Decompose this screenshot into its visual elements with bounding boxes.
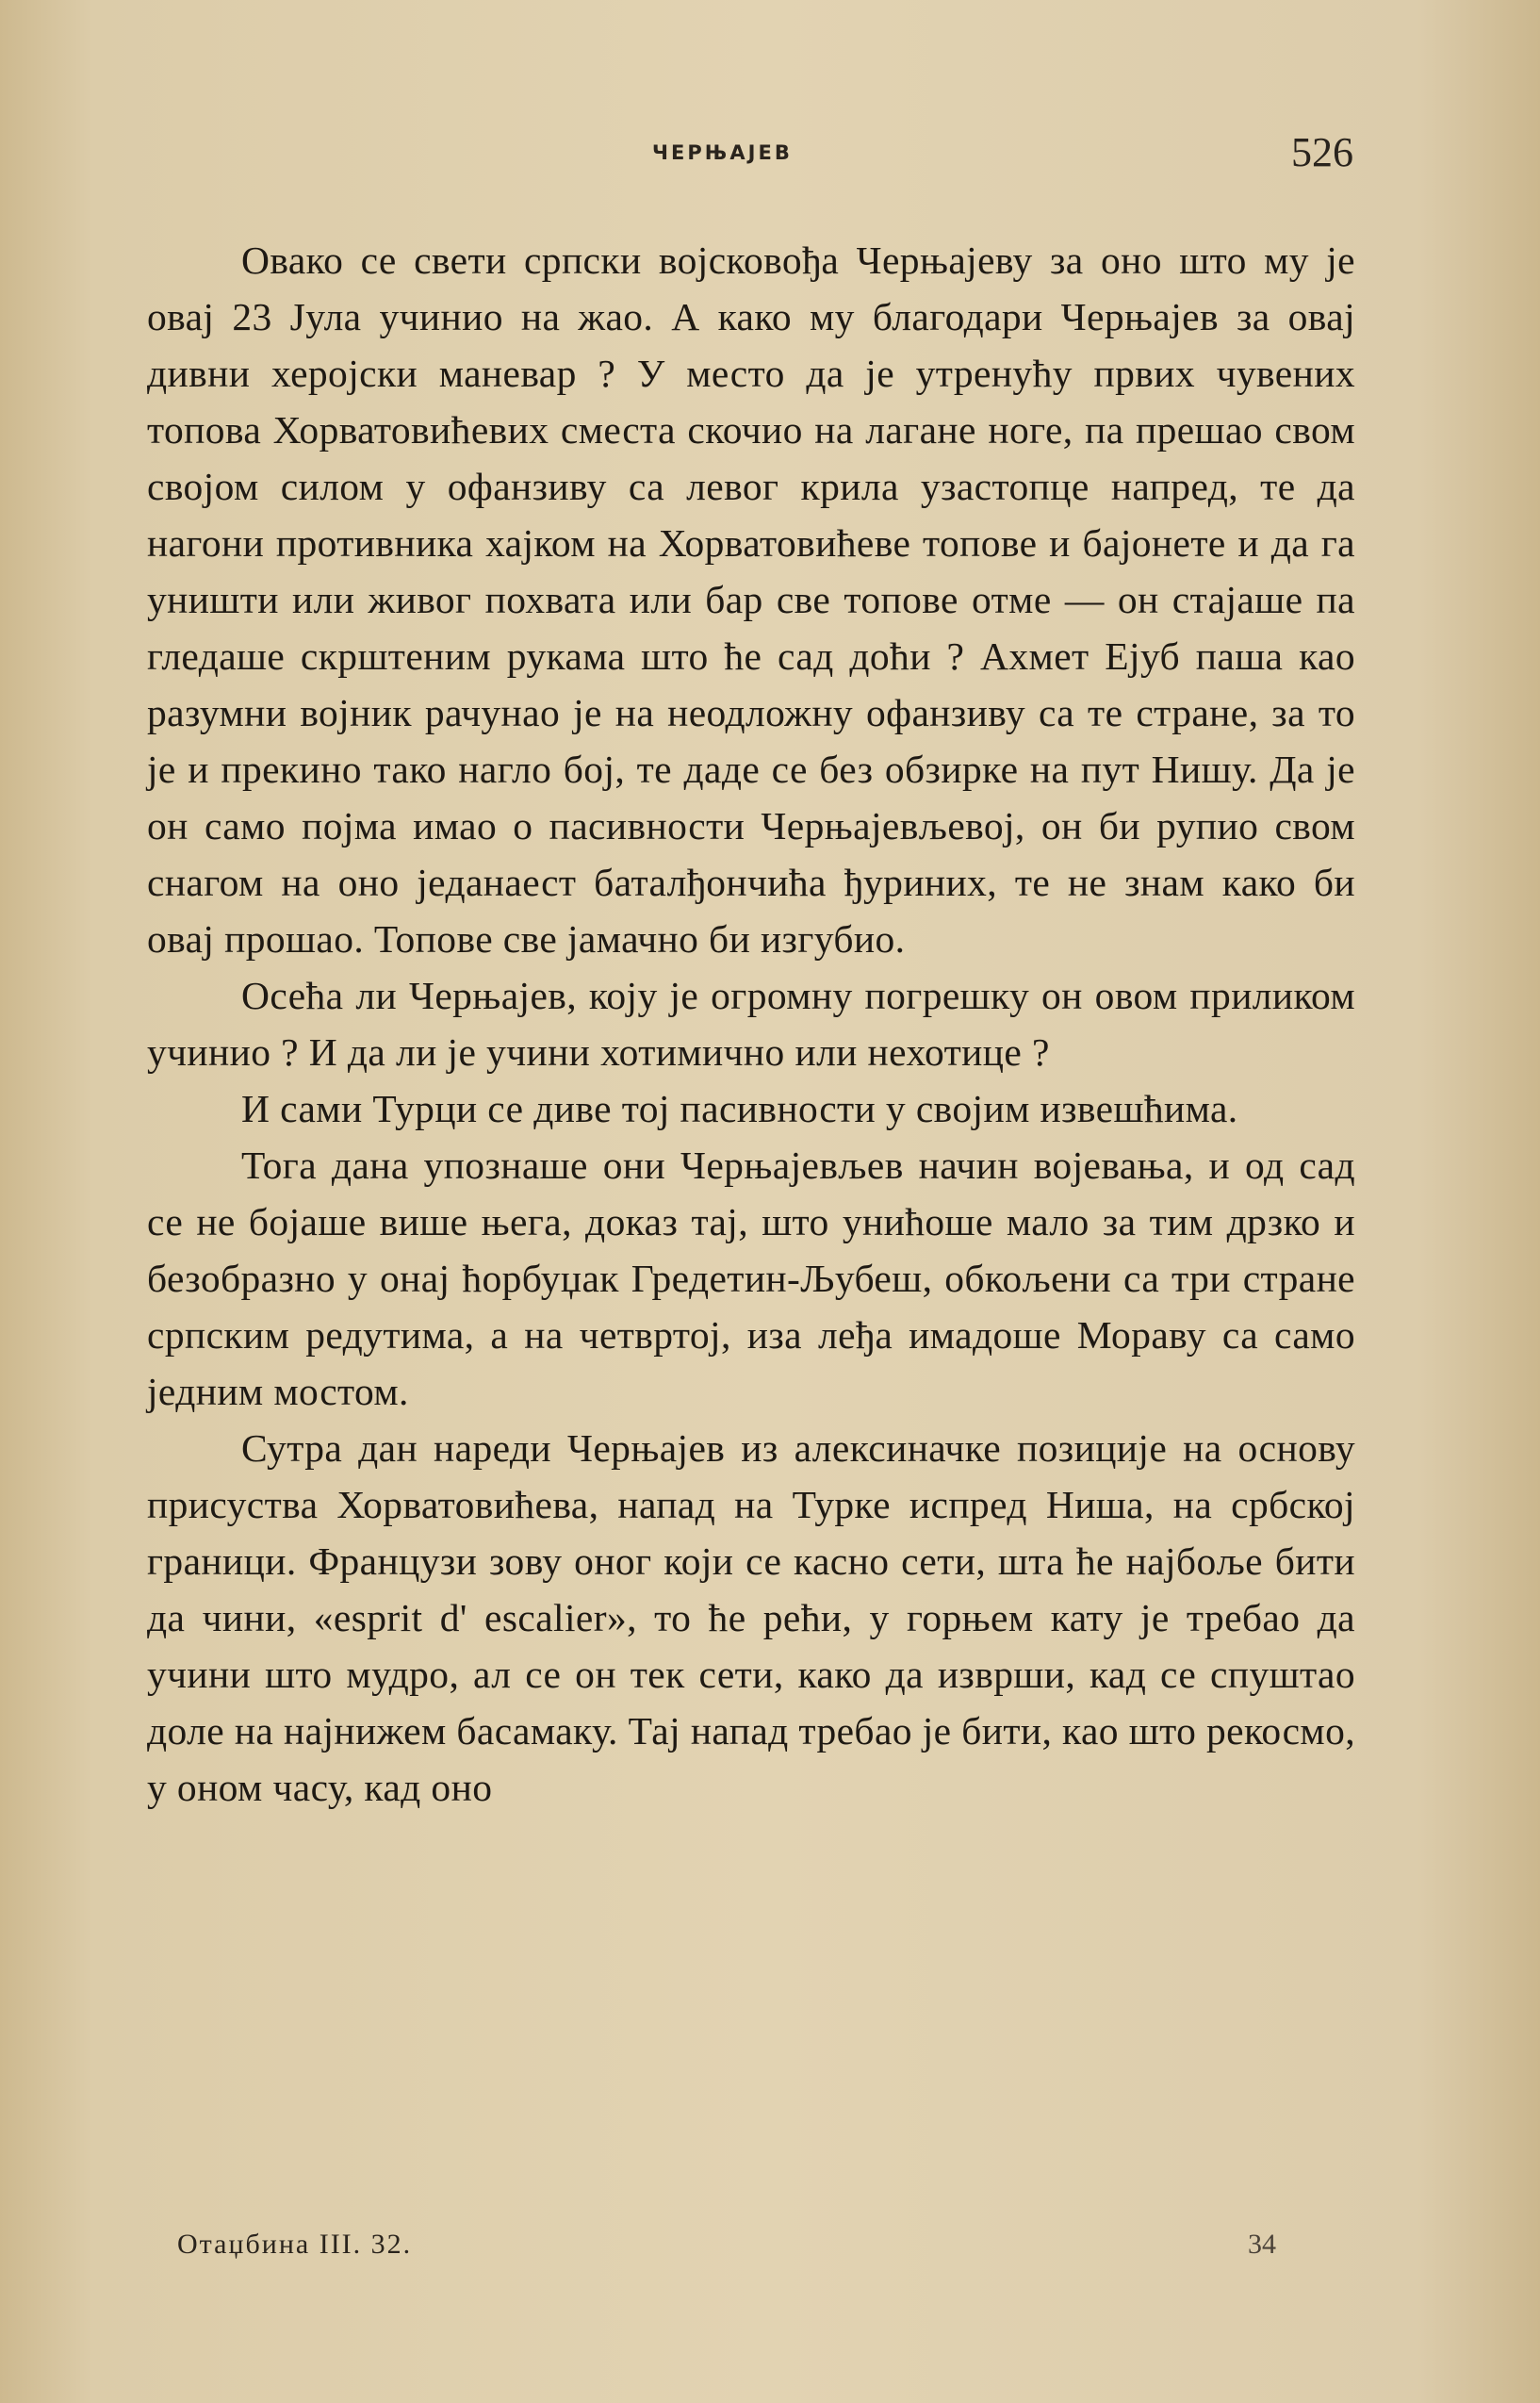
paragraph: Тога дана упознаше они Черњајевљев начин војевања, и од сад се не бојаше више њега, доказ тај, што унићоше мало за тим дрзко и безобразно у онај ћорбуџак Гредетин-Љубеш, обкољени са три стране српским редутима, а на четвртој, иза леђа имадоше Мораву са само једним мостом. [147,1144,1355,1413]
body-text [147,232,1355,1816]
paragraph: Овако се свети српски војсковођа Черњајеву за оно што му је овај 23 Јула учинио на жао. А како му благодари Черњајев за овај дивни херојски маневар ? У место да је утренућу првих чувених топова Хорватовићевих сместа скочио на лагане ноге, па прешао свом својом силом у офанзиву са левог крила узастопце напред, те да нагони противника хајком на Хорватовићеве топове и бајонете и да га уништи или живог похвата или бар све топове отме — он стајаше па гледаше скрштеним рукама што ће сад доћи ? Ахмет Ејуб паша као разумни војник рачунао је на неодложну офанзиву са те стране, за то је и прекино тако нагло бој, те даде се без обзирке на пут Нишу. Да је он само појма имао о пасивности Черњајевљевој, он би рупио свом снагом на оно једанаест баталђончића ђуриних, те не знам како би овај прошао. Топове све јамачно би изгубио. [147,239,1355,961]
running-head: ЧЕРЊАЈЕВ [652,141,793,164]
page-number: 526 [1291,129,1353,175]
paragraph: Сутра дан нареди Черњајев из алексиначке позиције на основу присуства Хорватовићева, напад на Турке испред Ниша, на србској граници. Французи зову оног који се касно сети, шта ће најбоље бити да чини, «esprit d' escalier», то ће рећи, у горњем кату је требао да учини што мудро, ал се он тек сети, како да изврши, кад се спуштао доле на најнижем басамаку. Тај напад требао је бити, као што рекосмо, у оном часу, кад оно [147,1426,1356,1809]
footer-sheet-number: 34 [1248,2229,1276,2260]
paragraph: Осећа ли Черњајев, коју је огромну погрешку он овом приликом учинио ? И да ли је учини хотимично или нехотице ? [147,974,1355,1074]
paragraph: И сами Турци се диве тој пасивности у својим извешћима. [241,1087,1238,1130]
footer-signature: Отаџбина III. 32. [177,2229,413,2260]
